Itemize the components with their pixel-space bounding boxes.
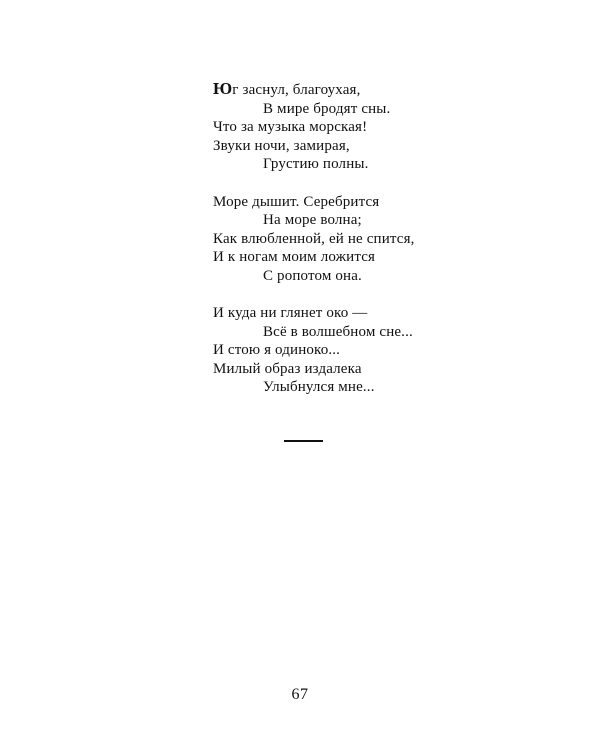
poem	[213, 80, 473, 416]
poem-line	[213, 80, 473, 100]
section-divider	[284, 440, 323, 442]
poem-line: Улыбнулся мне...	[263, 379, 375, 395]
stanza-2	[213, 193, 473, 286]
stanza-3	[213, 304, 473, 397]
page-number: 67	[291, 686, 309, 703]
poem-line: Всё в волшебном сне...	[263, 323, 413, 340]
poem-line: И к ногам моим ложится	[213, 249, 376, 265]
poem-line: Море дышит. Серебрится	[213, 193, 380, 210]
poem-line: И куда ни глянет око —	[213, 305, 368, 321]
poem-line: Звуки ночи, замирая,	[213, 137, 350, 154]
poem-line-text: г заснул, благоухая,	[232, 82, 361, 98]
poem-line: Грустию полны.	[263, 156, 369, 172]
poem-line: Милый образ издалека	[213, 360, 362, 377]
poem-line: В мире бродят сны.	[263, 100, 391, 117]
poem-line: Как влюбленной, ей не спится,	[213, 230, 415, 247]
poem-line: Что за музыка морская!	[213, 119, 368, 135]
drop-initial: Ю	[213, 79, 233, 98]
poem-line: На море волна;	[263, 212, 362, 228]
stanza-1	[213, 80, 473, 174]
poem-line: С ропотом она.	[263, 267, 362, 284]
poem-line: И стою я одиноко...	[213, 342, 341, 358]
